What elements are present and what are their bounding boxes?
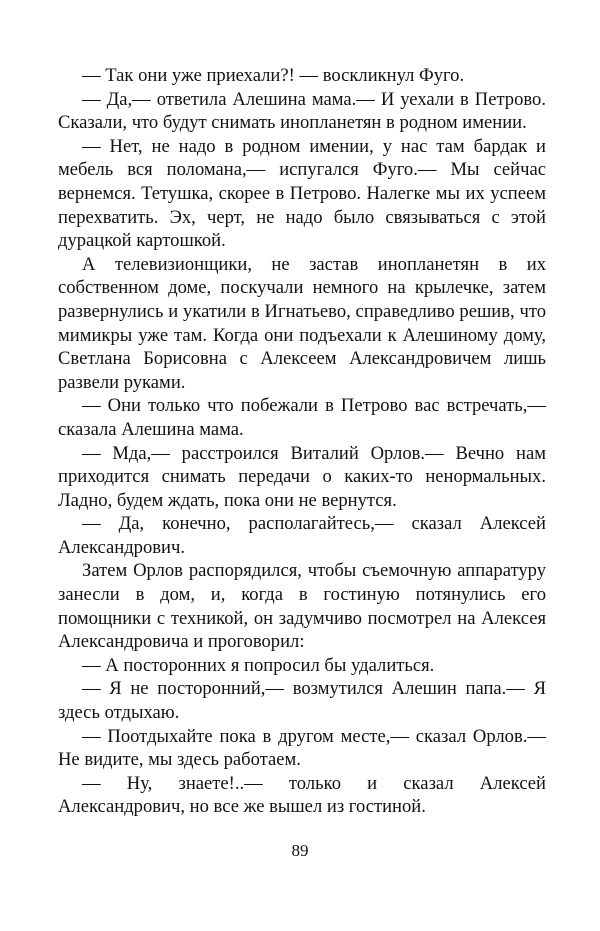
page-number: 89	[291, 841, 309, 860]
paragraph-11: — Поотдыхайте пока в другом месте,— сказал Орлов.— Не видите, мы здесь работаем.	[58, 725, 546, 771]
paragraph-6: — Мда,— расстроился Виталий Орлов.— Вечно нам приходится снимать передачи о каких-то ненормальных. Ладно, будем ждать, пока они не вернутся.	[58, 442, 546, 511]
book-page-text	[58, 64, 546, 819]
paragraph-8: Затем Орлов распорядился, чтобы съемочную аппаратуру занесли в дом, и, когда в гостиную потянулись его помощники с техникой, он задумчиво посмотрел на Алексея Александровича и проговорил:	[58, 560, 546, 653]
paragraph-7: — Да, конечно, располагайтесь,— сказал Алексей Александрович.	[58, 513, 546, 558]
paragraph-5: — Они только что побежали в Петрово вас встречать,— сказала Алешина мама.	[58, 395, 546, 440]
paragraph-12: — Ну, знаете!..— только и сказал Алексей Александрович, но все же вышел из гостиной.	[58, 772, 546, 818]
paragraph-10: — Я не посторонний,— возмутился Алешин папа.— Я здесь отдыхаю.	[58, 678, 546, 724]
paragraph-1: — Так они уже приехали?! — воскликнул Фуго.	[82, 65, 465, 86]
paragraph-9: — А посторонних я попросил бы удалиться.	[82, 654, 435, 676]
paragraph-3: — Нет, не надо в родном имении, у нас там бардак и мебель вся поломана,— испугался Фуго.— Мы сейчас вернемся. Тетушка, скорее в Петрово. Налегке мы их успеем перехватить. Эх, черт, не надо было связываться с этой дурацкой картошкой.	[58, 135, 546, 252]
paragraph-4: А телевизионщики, не застав инопланетян в их собственном доме, поскучали немного на крылечке, затем развернулись и укатили в Игнатьево, справедливо решив, что мимикры уже там. Когда они подъехали к Алешиному дому, Светлана Борисовна с Алексеем Александровичем лишь развели руками.	[58, 253, 546, 393]
paragraph-2: — Да,— ответила Алешина мама.— И уехали в Петрово. Сказали, что будут снимать инопланетян в родном имении.	[58, 88, 546, 134]
